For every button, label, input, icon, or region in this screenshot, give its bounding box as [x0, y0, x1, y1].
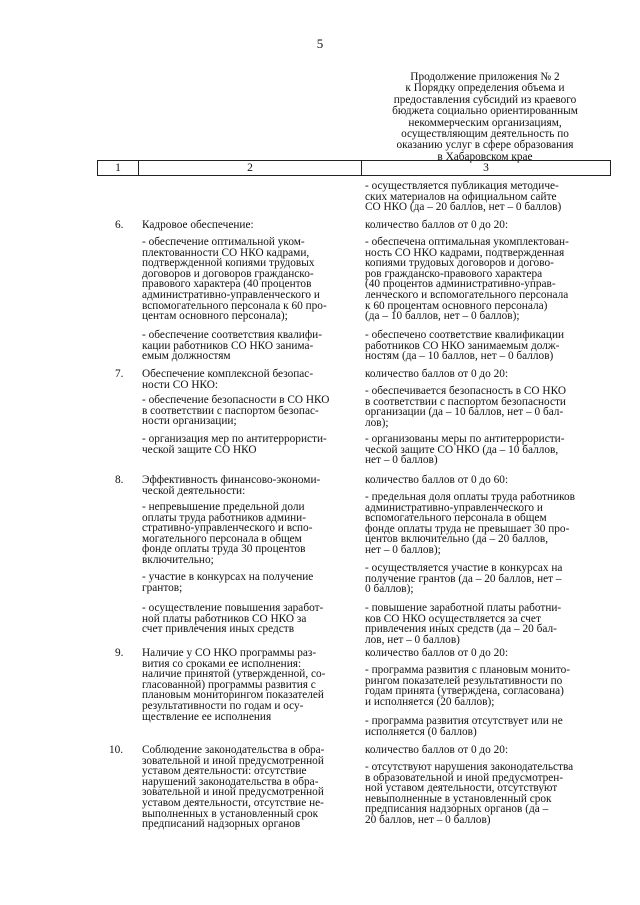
table-header — [97, 160, 611, 176]
row-score: количество баллов от 0 до 20: — [365, 647, 509, 659]
row-title: Наличие у СО НКО программы раз- вития со сроками ее исполнения: наличие принятой (утвержденной, со- гласованной) программы развития с плановым мониторингом показателей результативности по годам и осу- ществление ее исполнения — [142, 647, 326, 723]
value-text: - осуществляется участие в конкурсах на получение грантов (да – 20 баллов, нет – 0 баллов); — [365, 562, 563, 596]
appendix-header — [360, 72, 610, 163]
appendix-title: Продолжение приложения № 2 — [410, 71, 560, 83]
row-score: количество баллов от 0 до 20: — [365, 744, 509, 756]
row-title: Соблюдение законодательства в обра- зовательной и иной предусмотренной уставом деятельности: отсутствие нарушений законодательства в обра- зовательной и иной предусмотренной уставом деятельности, отсутствие не- выполненных в установленный срок предписаний надзорных органов — [142, 744, 325, 831]
value-text: - обеспечена оптимальная укомплектован- ность СО НКО кадрами, подтвержденная копиями трудовых договоров и догово- ров гражданско-правового характера (40 процентов административно-управ- ленческого и вспомогательного персонала к 60 процентам основного персонала) (да – 10 баллов, нет – 0 баллов); — [365, 236, 569, 323]
value-text: - отсутствуют нарушения законодательства в образовательной и иной предусмотрен- ной уставом деятельности, отсутствуют невыполненные в установленный срок предписания надзорных органов (да – 20 баллов, нет – 0 баллов) — [365, 761, 574, 826]
row-score: количество баллов от 0 до 60: — [365, 474, 509, 486]
criterion-text: - обеспечение безопасности в СО НКО в соответствии с паспортом безопас- ности организации; — [142, 394, 330, 428]
row-number: 8. — [115, 474, 124, 486]
continuation-text: - осуществляется публикация методиче- ских материалов на официальном сайте СО НКО (да – 20 баллов, нет – 0 баллов) — [365, 180, 562, 214]
row-number: 7. — [115, 368, 124, 380]
table-header-col-1: 1 — [98, 161, 139, 175]
criterion-text: - организация мер по антитеррористи- ческой защите СО НКО — [142, 433, 327, 456]
row-title: Эффективность финансово-экономи- ческой деятельности: — [142, 474, 321, 497]
value-text: - программа развития отсутствует или не исполняется (0 баллов) — [365, 715, 563, 738]
appendix-subtitle: к Порядку определения объема и предоставления субсидий из краевого бюджета социально ориентированным некоммерческим организациям, осуществляющим деятельность по оказанию услуг в сфере образования в Хабаровском крае — [392, 82, 578, 163]
value-text: - обеспечено соответствие квалификации работников СО НКО занимаемым долж- ностям (да – 10 баллов, нет – 0 баллов) — [365, 329, 565, 363]
row-score: количество баллов от 0 до 20: — [365, 219, 509, 231]
criterion-text: - обеспечение соответствия квалифи- кации работников СО НКО занима- емым должностям — [142, 329, 322, 363]
row-number: 9. — [115, 647, 124, 659]
row-number: 10. — [109, 744, 124, 756]
value-text: - организованы меры по антитеррористи- ческой защите СО НКО (да – 10 баллов, нет – 0 баллов) — [365, 433, 565, 467]
page-number: 5 — [316, 36, 324, 51]
value-text: - программа развития с плановым монито- рингом показателей результативности по годам принята (утверждена, согласована) и исполняется (20 баллов); — [365, 664, 571, 708]
criterion-text: - участие в конкурсах на получение грантов; — [142, 571, 314, 594]
table-header-col-2: 2 — [139, 161, 362, 175]
criterion-text: - осуществление повышения заработ- ной платы работников СО НКО за счет привлечения иных средств — [142, 602, 324, 636]
criterion-text: - обеспечение оптимальной уком- плектованности СО НКО кадрами, подтвержденной копиями трудовых договоров и договоров гражданско- правового характера (40 процентов административно-управленческого и вспомогательного персонала к 60 про- центам основного персонала); — [142, 236, 327, 323]
row-score: количество баллов от 0 до 20: — [365, 368, 509, 380]
table-header-col-3: 3 — [483, 162, 489, 174]
row-title: Обеспечение комплексной безопас- ности СО НКО: — [142, 368, 314, 391]
row-number: 6. — [115, 219, 124, 231]
value-text: - предельная доля оплаты труда работников административно-управленческого и вспомогательного персонала в общем фонде оплаты труда не превышает 30 про- центов включительно (да – 20 баллов, нет – 0 баллов); — [365, 491, 576, 556]
row-title: Кадровое обеспечение: — [142, 219, 254, 231]
criterion-text: - непревышение предельной доли оплаты труда работников админи- стративно-управленческого и вспо- могательного персонала в общем фонде оплаты труда 30 процентов включительно; — [142, 501, 313, 566]
value-text: - повышение заработной платы работни- ков СО НКО осуществляется за счет привлечения иных средств (да – 20 бал- лов, нет – 0 баллов) — [365, 602, 562, 646]
value-text: - обеспечивается безопасность в СО НКО в соответствии с паспортом безопасности организации (да – 10 баллов, нет – 0 бал- лов); — [365, 385, 566, 429]
